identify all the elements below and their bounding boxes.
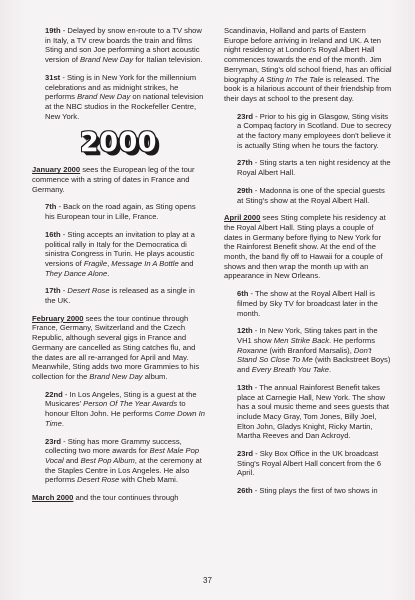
right-day-entry: 13th - The annual Rainforest Benefit takes place at Carnegie Hall, New York. The show has a soul music theme and sees guests that include Macy Gray, Tom Jones, Billy Joel, Elton John, Gladys Knight, Ricky Martin, Martha Reeves and Dan Ackroyd. — [237, 382, 389, 441]
left-day-entry: 17th - Desert Rose is released as a single in the UK. — [45, 286, 195, 306]
right-day-entry: 26th - Sting plays the first of two shows in — [237, 486, 378, 496]
left-day-entry: 16th - Sting accepts an invitation to play at a political rally in Italy for the Democratica di sinistra Congress in Turin. He plays acoustic versions of Fragile, Message In A Bottle and They Dance Alone. — [45, 229, 195, 278]
right-column — [224, 26, 392, 504]
left-day-entry: 23rd - Sting has more Grammy success, collecting two more awards for Best Male Pop Vocal and Best Pop Album, at the ceremony at the Staples Centre in Los Angeles. He also performs Desert Rose with Cheb Mami. — [45, 436, 202, 485]
left-day-entry: 22nd - In Los Angeles, Sting is a guest at the Musicares' Person Of The Year Awards to honour Elton John. He performs Come Down In Time. — [45, 389, 205, 428]
right-day-entry: 29th - Madonna is one of the special guests at Sting's show at the Royal Albert Hall. — [237, 185, 385, 205]
left-month-entry: March 2000 and the tour continues through — [32, 493, 179, 503]
left-month-entry: January 2000 sees the European leg of the tour commence with a string of dates in France and Germany. — [32, 165, 195, 194]
right-paragraph: Scandinavia, Holland and parts of Eastern Europe before arriving in Ireland and UK. A ten night residency at London's Royal Albert Hall commences towards the end of the month. Jim Berryman, Sting's old school friend, has an official biography A Sting In The Tale is released. The book is a hilarious account of their friendship from their days at school to the present day. — [224, 26, 392, 103]
right-day-entry: 12th - In New York, Sting takes part in the VH1 show Men Strike Back. He performs Roxanne (with Branford Marsalis), Don't Stand So Close To Me (with Backstreet Boys) and Every Breath You Take. — [237, 326, 391, 375]
right-day-entry: 23rd - Sky Box Office in the UK broadcast Sting's Royal Albert Hall concert from the 6 April. — [237, 449, 382, 478]
left-month-entry: February 2000 sees the tour continue through France, Germany, Switzerland and the Czech Republic, although several gigs in France and Germany are cancelled as Sting catches flu, and the dates are all re-arranged for April and May. Meanwhile, Sting adds two more Grammies to his collection for the Brand New Day album. — [32, 313, 200, 381]
left-day-entry: 7th - Back on the road again, as Sting opens his European tour in Lille, France. — [45, 202, 196, 222]
page-number: 37 — [203, 576, 212, 585]
right-day-entry: 27th - Sting starts a ten night residency at the Royal Albert Hall. — [237, 158, 391, 178]
left-column — [32, 26, 205, 511]
year-heading: 2000 — [79, 127, 158, 159]
left-day-entry: 31st - Sting is in New York for the millennium celebrations and as midnight strikes, he performs Brand New Day on national television at the NBC studios in the Rockefeller Centre, New York. — [45, 72, 204, 121]
left-day-entry: 19th - Delayed by snow en-route to a TV show in Italy, a TV crew boards the train and films Sting and son Joe performing a short acoustic version of Brand New Day for Italian television. — [45, 26, 203, 65]
right-day-entry: 6th - The show at the Royal Albert Hall is filmed by Sky TV for broadcast later in the month. — [237, 289, 378, 318]
right-day-entry: 23rd - Prior to his gig in Glasgow, Sting visits a Compaq factory in Scotland. Due to secrecy at the factory many employees don't believe it is actually Sting when he tours the factory. — [237, 111, 392, 150]
right-month-entry: April 2000 sees Sting complete his residency at the Royal Albert Hall. Sting plays a couple of dates in Germany before flying to New York for the Rainforest Benefit show. At the end of the month, the band fly off to Hawaii for a couple of shows and then wrap the month up with an appearance in New Orleans. — [224, 213, 386, 281]
